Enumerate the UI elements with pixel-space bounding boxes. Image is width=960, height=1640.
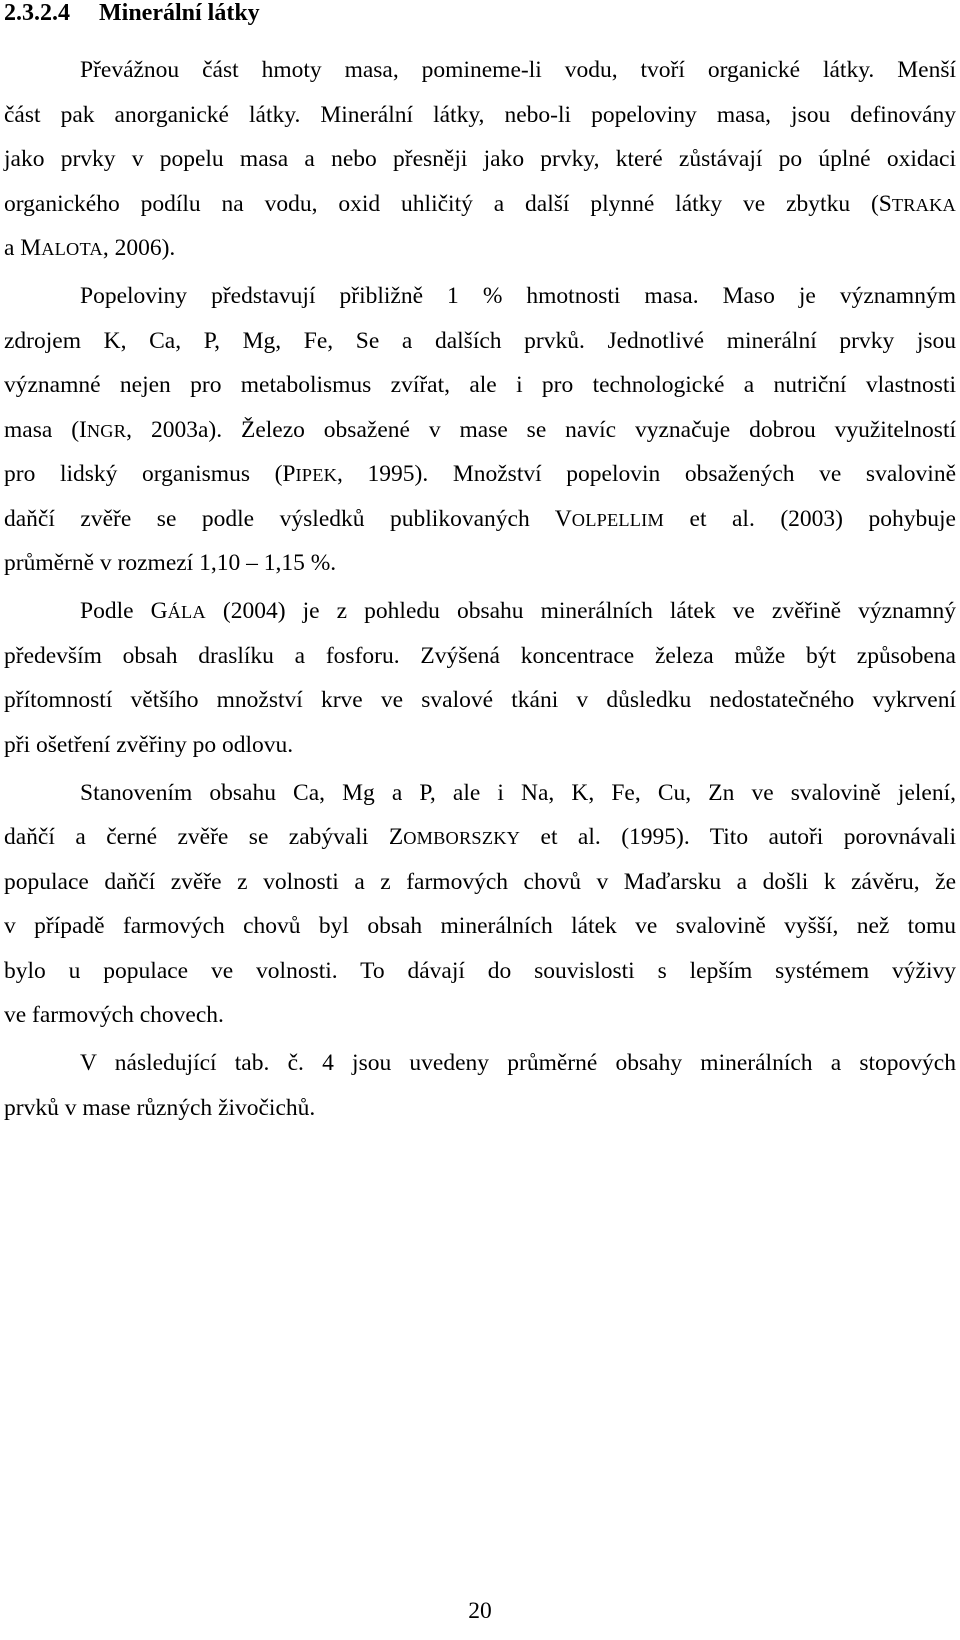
text-line: populace daňčí zvěře z volnosti a z farmových chovů v Maďarsku a došli k závěru, že [4,868,956,895]
text-line: bylo u populace ve volnosti. To dávají do souvislosti s lepším systémem výživy [4,957,956,984]
text-line: masa (INGR, 2003a). Železo obsažené v mase se navíc vyznačuje dobrou využitelností [4,416,957,443]
text-line: průměrně v rozmezí 1,10 – 1,15 %. [4,550,337,576]
text-line: daňčí a černé zvěře se zabývali ZOMBORSZKY et al. (1995). Tito autoři porovnávali [4,824,956,850]
small-caps-author: NGR [86,420,127,441]
small-caps-author: OLPELLIM [571,509,664,530]
text-line: pro lidský organismus (PIPEK, 1995). Množství popelovin obsažených ve svalovině [4,461,956,487]
text-line: daňčí zvěře se podle výsledků publikovaných VOLPELLIM et al. (2003) pohybuje [4,505,956,532]
small-caps-author: TRAKA [891,194,956,215]
text-line: významné nejen pro metabolismus zvířat, ale i pro technologické a nutriční vlastnosti [4,372,956,398]
small-caps-author: ÁLA [167,602,206,622]
text-line: ve farmových chovech. [4,1002,224,1028]
page-number: 20 [468,1598,492,1624]
text-line: Převážnou část hmoty masa, pomineme-li vodu, tvoří organické látky. Menší [80,57,956,83]
section-number: 2.3.2.4 [4,0,70,26]
text-line: jako prvky v popelu masa a nebo přesněji jako prvky, které zůstávají po úplné oxidaci [4,146,956,172]
text-line: V následující tab. č. 4 jsou uvedeny průměrné obsahy minerálních a stopových [80,1050,956,1076]
text-line: v případě farmových chovů byl obsah minerálních látek ve svalovině vyšší, než tomu [4,913,956,939]
text-line: zdrojem K, Ca, P, Mg, Fe, Se a dalších prvků. Jednotlivé minerální prvky jsou [4,327,956,354]
text-line: organického podílu na vodu, oxid uhličitý a další plynné látky ve zbytku (STRAKA [4,190,956,217]
text-line: přítomností většího množství krve ve svalové tkáni v důsledku nedostatečného vykrvení [4,687,956,713]
text-line: při ošetření zvěřiny po odlovu. [4,731,294,758]
text-line: prvků v mase různých živočichů. [4,1094,316,1121]
text-line: Popeloviny představují přibližně 1 % hmotnosti masa. Maso je významným [80,283,956,309]
small-caps-author: ALOTA [41,239,103,259]
text-line: především obsah draslíku a fosforu. Zvýšená koncentrace železa může být způsobena [4,642,956,669]
small-caps-author: OMBORSZKY [403,828,521,848]
text-line: Stanovením obsahu Ca, Mg a P, ale i Na, K, Fe, Cu, Zn ve svalovině jelení, [80,779,956,806]
section-title: Minerální látky [99,0,260,26]
text-line: část pak anorganické látky. Minerální látky, nebo-li popeloviny masa, jsou definovány [4,101,956,128]
section-heading [4,0,260,26]
text-line: Podle GÁLA (2004) je z pohledu obsahu minerálních látek ve zvěřině významný [80,598,957,624]
text-line: a MALOTA, 2006). [4,235,176,261]
document-page [4,0,956,1640]
small-caps-author: IPEK [295,465,338,485]
